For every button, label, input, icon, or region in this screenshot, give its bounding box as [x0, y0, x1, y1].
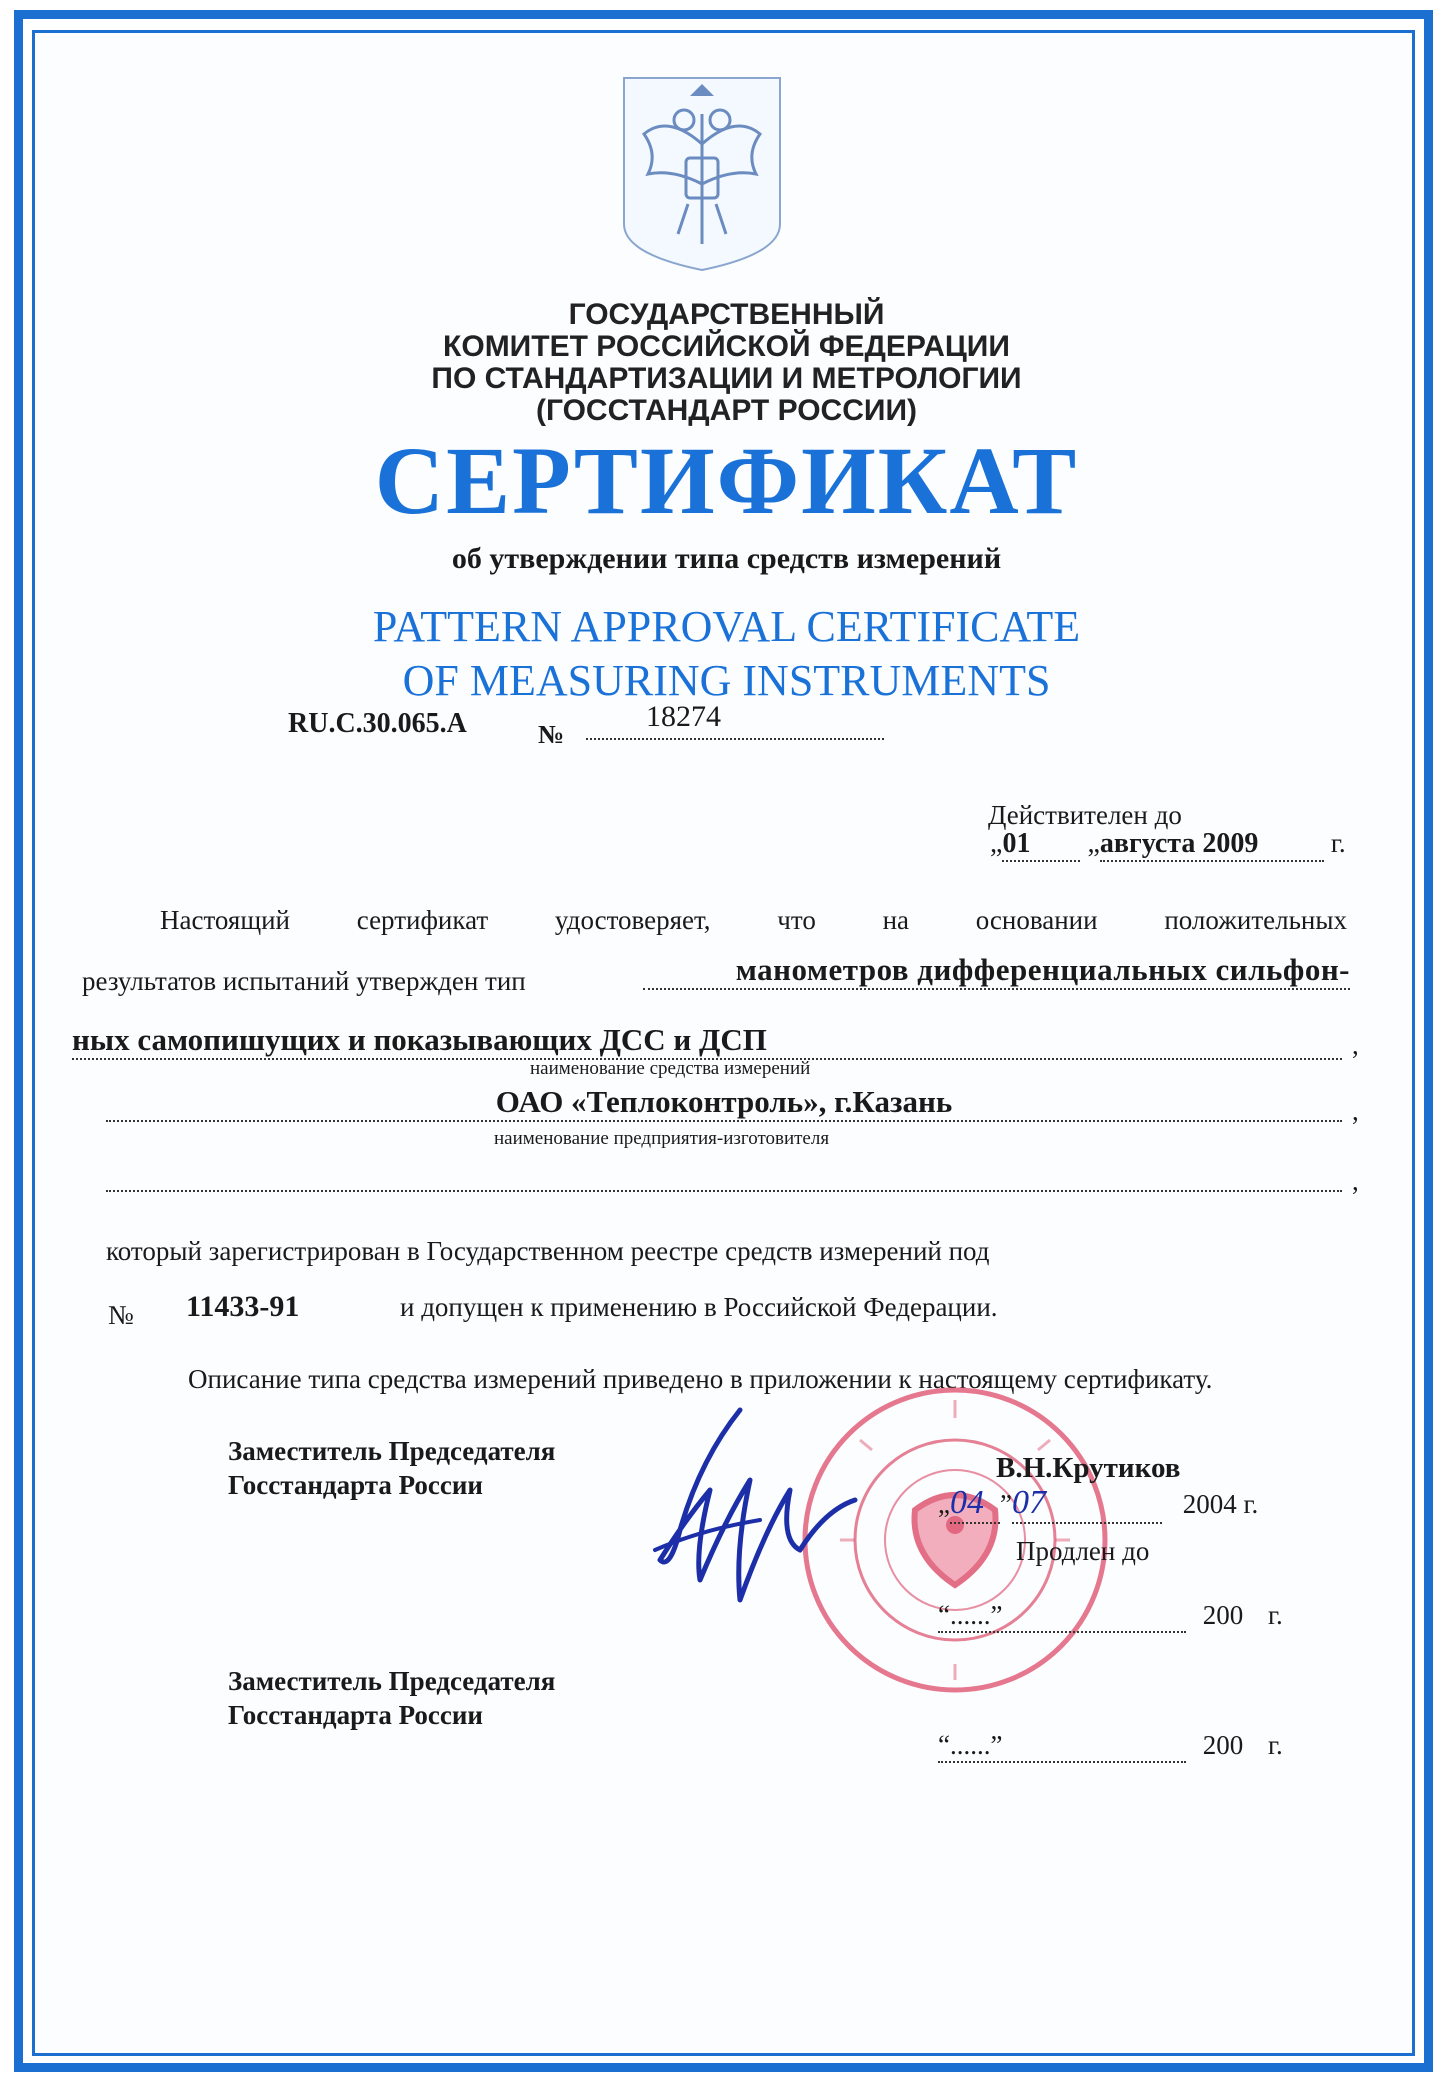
certificate-subtitle: об утверждении типа средств измерений: [451, 542, 1002, 575]
registry-number: 11433-91: [186, 1290, 300, 1323]
description-line: Описание типа средства измерений приведено в приложении к настоящему сертификату.: [188, 1364, 1213, 1394]
comma-2: ,: [1352, 1096, 1359, 1126]
comma-1: ,: [1352, 1030, 1359, 1060]
committee-name-line-4: (ГОССТАНДАРТ РОССИИ): [536, 394, 917, 427]
extension-year-1: 200: [1202, 1600, 1244, 1630]
certificate-number: 18274: [646, 700, 721, 733]
extension-date-1-blank: “......”: [938, 1600, 1186, 1633]
signatory-position-2-line-2: Госстандарта России: [228, 1700, 483, 1730]
committee-name-line-3: ПО СТАНДАРТИЗАЦИИ И МЕТРОЛОГИИ: [431, 362, 1022, 395]
signer-name: В.Н.Крутиков: [996, 1452, 1181, 1484]
valid-year-suffix: г.: [1330, 828, 1346, 858]
valid-day: 01: [1002, 828, 1080, 862]
sign-year: 2004: [1182, 1489, 1237, 1519]
instrument-name-part-2: ных самопишущих и показывающих ДСС и ДСП: [72, 1022, 1342, 1060]
certificate-title: СЕРТИФИКАТ: [374, 427, 1079, 534]
registry-line: который зарегистрирован в Государственном реестре средств измерений под: [106, 1236, 990, 1266]
manufacturer-caption: наименование предприятия-изготовителя: [494, 1128, 830, 1149]
committee-name-line-1: ГОСУДАРСТВЕННЫЙ: [568, 298, 885, 331]
committee-name-line-2: КОМИТЕТ РОССИЙСКОЙ ФЕДЕРАЦИИ: [443, 330, 1010, 363]
blank-line: [106, 1160, 1342, 1192]
extension-date-1: [938, 1600, 1283, 1633]
signing-date: „04 ”07 2004 г.: [938, 1484, 1258, 1524]
instrument-name-part-1: манометров дифференциальных сильфон-: [643, 952, 1350, 990]
instrument-name-caption: наименование средства измерений: [530, 1058, 811, 1079]
extension-year-1-suffix: г.: [1268, 1600, 1283, 1630]
signatory-position-1-line-2: Госстандарта России: [228, 1470, 483, 1500]
english-title-line-2: OF MEASURING INSTRUMENTS: [402, 656, 1051, 705]
extension-date-2: [938, 1730, 1283, 1763]
sign-year-suffix: г.: [1243, 1489, 1259, 1519]
coat-of-arms-emblem: [618, 74, 786, 274]
registry-after-text: и допущен к применению в Российской Федерации.: [400, 1292, 998, 1322]
english-title-line-1: PATTERN APPROVAL CERTIFICATE: [372, 602, 1081, 651]
extension-date-2-blank: “......”: [938, 1730, 1186, 1763]
handwritten-signature: [640, 1400, 880, 1620]
sign-month: 07: [1012, 1484, 1162, 1524]
certificate-number-field: [586, 700, 884, 740]
manufacturer-name: ОАО «Теплоконтроль», г.Казань: [106, 1084, 1342, 1122]
valid-until-date: „01 „августа 2009 г.: [990, 828, 1346, 862]
comma-3: ,: [1352, 1166, 1359, 1196]
signatory-position-1-line-1: Заместитель Председателя: [228, 1436, 556, 1466]
body-line-2: результатов испытаний утвержден тип: [82, 966, 526, 996]
extended-until-label: Продлен до: [1016, 1536, 1150, 1566]
registry-number-sign: №: [108, 1300, 134, 1330]
body-line-1: Настоящий сертификат удостоверяет, что на основании положительных: [160, 905, 1347, 935]
extension-year-2: 200: [1202, 1730, 1244, 1760]
sign-day: 04: [950, 1484, 1000, 1524]
certificate-code: RU.C.30.065.A: [288, 708, 467, 739]
signatory-position-2-line-1: Заместитель Председателя: [228, 1666, 556, 1696]
extension-year-2-suffix: г.: [1268, 1730, 1283, 1760]
number-sign: №: [538, 720, 565, 749]
valid-month-year: августа 2009: [1100, 828, 1324, 862]
valid-until-label: Действителен до: [988, 800, 1182, 830]
